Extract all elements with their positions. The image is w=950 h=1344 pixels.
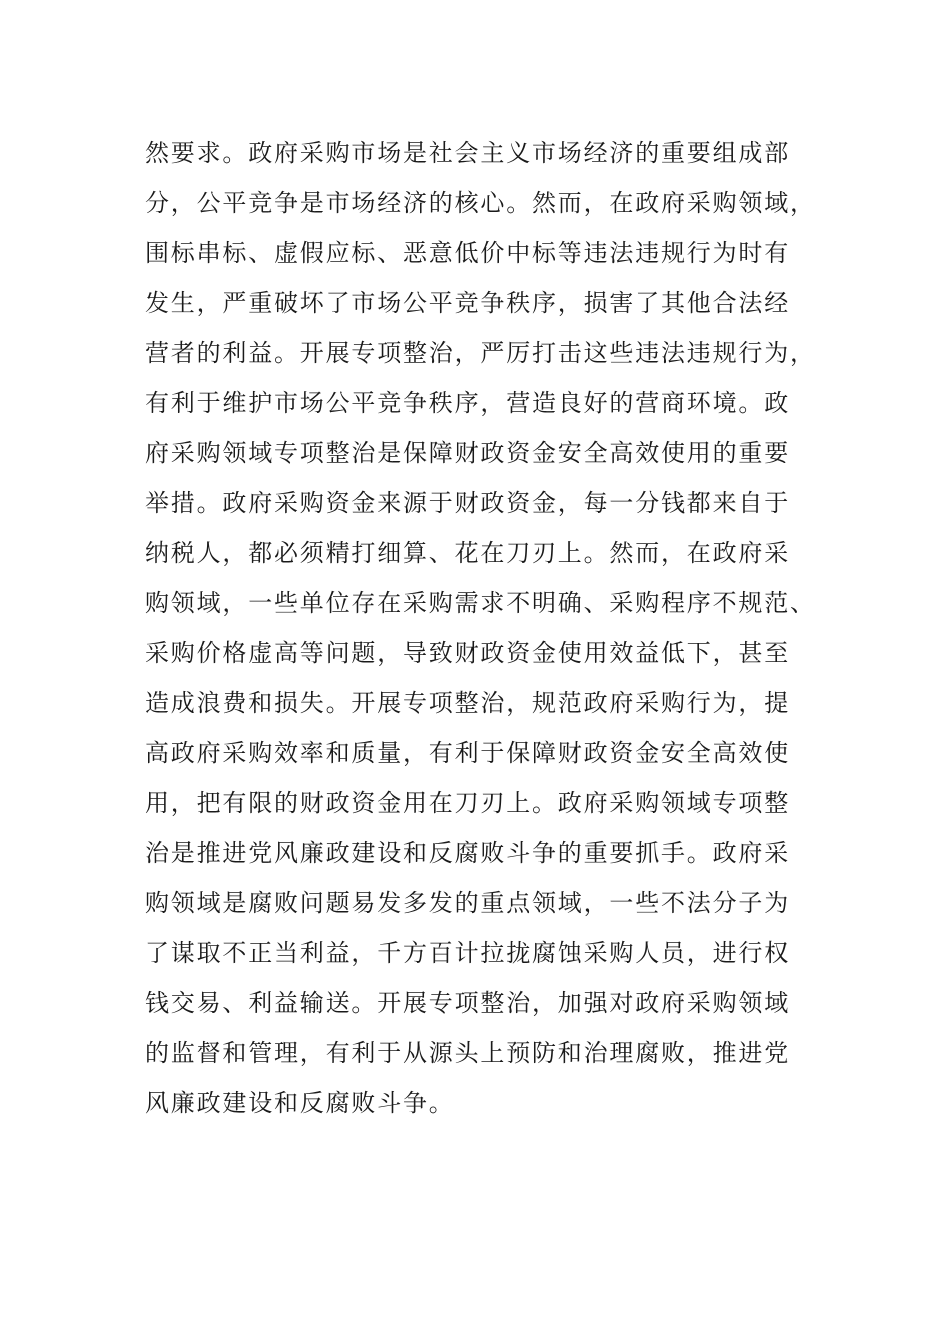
text-line: 分，公平竞争是市场经济的核心。然而，在政府采购领域， — [145, 189, 816, 217]
text-line: 用，把有限的财政资金用在刀刃上。政府采购领域专项整 — [145, 789, 790, 817]
text-line: 府采购领域专项整治是保障财政资金安全高效使用的重要 — [145, 439, 790, 467]
text-line: 购领域，一些单位存在采购需求不明确、采购程序不规范、 — [145, 589, 816, 617]
text-line: 高政府采购效率和质量，有利于保障财政资金安全高效使 — [145, 739, 790, 767]
text-line: 营者的利益。开展专项整治，严厉打击这些违法违规行为， — [145, 339, 816, 367]
text-line: 有利于维护市场公平竞争秩序，营造良好的营商环境。政 — [145, 389, 790, 417]
text-line: 然要求。政府采购市场是社会主义市场经济的重要组成部 — [145, 139, 790, 167]
text-line: 纳税人，都必须精打细算、花在刀刃上。然而，在政府采 — [145, 539, 790, 567]
text-line: 举措。政府采购资金来源于财政资金，每一分钱都来自于 — [145, 489, 790, 517]
text-line: 购领域是腐败问题易发多发的重点领域，一些不法分子为 — [145, 889, 790, 917]
text-line: 治是推进党风廉政建设和反腐败斗争的重要抓手。政府采 — [145, 839, 790, 867]
body-text — [145, 128, 816, 1128]
text-line: 围标串标、虚假应标、恶意低价中标等违法违规行为时有 — [145, 239, 790, 267]
text-line: 风廉政建设和反腐败斗争。 — [145, 1089, 455, 1117]
text-line: 钱交易、利益输送。开展专项整治，加强对政府采购领域 — [145, 989, 790, 1017]
text-line: 采购价格虚高等问题，导致财政资金使用效益低下，甚至 — [145, 639, 790, 667]
text-line: 了谋取不正当利益，千方百计拉拢腐蚀采购人员，进行权 — [145, 939, 790, 967]
text-line: 的监督和管理，有利于从源头上预防和治理腐败，推进党 — [145, 1039, 790, 1067]
text-line: 造成浪费和损失。开展专项整治，规范政府采购行为，提 — [145, 689, 790, 717]
text-line: 发生，严重破坏了市场公平竞争秩序，损害了其他合法经 — [145, 289, 790, 317]
